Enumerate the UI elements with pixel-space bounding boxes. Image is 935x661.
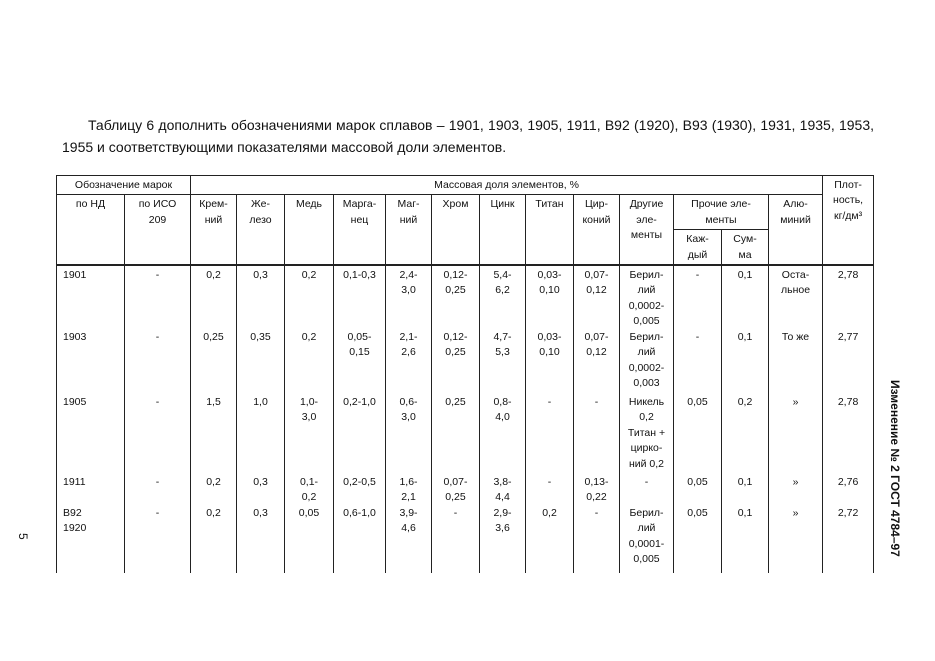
- titanium-header: Титан: [526, 195, 574, 265]
- cell-density: 2,76: [823, 475, 874, 506]
- cell-al: »: [769, 395, 823, 475]
- cell-iso: -: [125, 475, 191, 506]
- cell-mn: 0,2-0,5: [334, 475, 386, 506]
- header-row-1: [57, 176, 874, 195]
- cell-density: 2,78: [823, 395, 874, 475]
- cell-ti: 0,2: [526, 506, 574, 573]
- cell-zr: 0,13- 0,22: [574, 475, 620, 506]
- cell-nd: 1905: [57, 395, 125, 475]
- cell-iso: -: [125, 506, 191, 573]
- cell-mg: 3,9- 4,6: [386, 506, 432, 573]
- cell-iso: -: [125, 395, 191, 475]
- cell-zr: -: [574, 395, 620, 475]
- cell-zn: 0,8- 4,0: [480, 395, 526, 475]
- cell-fe: 1,0: [237, 395, 285, 475]
- table-row: [57, 265, 874, 330]
- cell-sum: 0,1: [722, 265, 769, 330]
- cell-ti: 0,03- 0,10: [526, 330, 574, 395]
- cell-cr: 0,12- 0,25: [432, 265, 480, 330]
- iron-header: Же- лезо: [237, 195, 285, 265]
- cell-al: То же: [769, 330, 823, 395]
- cell-sum: 0,2: [722, 395, 769, 475]
- cell-each: -: [674, 330, 722, 395]
- cell-iso: -: [125, 265, 191, 330]
- intro-paragraph: [62, 114, 874, 158]
- cell-mg: 1,6- 2,1: [386, 475, 432, 506]
- intro-text: Таблицу 6 дополнить обозначениями марок сплавов – 1901, 1903, 1905, 1911, В92 (1920), В93 (1930), 1931, 1935, 1953, 1955 и соответствующими показателями массовой доли элементов.: [62, 117, 874, 155]
- po-nd-header: по НД: [57, 195, 125, 265]
- zirconium-header: Цир- коний: [574, 195, 620, 265]
- cell-fe: 0,35: [237, 330, 285, 395]
- cell-sum: 0,1: [722, 330, 769, 395]
- cell-cr: -: [432, 506, 480, 573]
- cell-mg: 0,6- 3,0: [386, 395, 432, 475]
- cell-cu: 0,2: [285, 265, 334, 330]
- cell-nd: 1903: [57, 330, 125, 395]
- cell-mg: 2,1- 2,6: [386, 330, 432, 395]
- cell-si: 1,5: [191, 395, 237, 475]
- cell-sum: 0,1: [722, 475, 769, 506]
- cell-si: 0,25: [191, 330, 237, 395]
- alloy-composition-table: [56, 175, 874, 573]
- cell-si: 0,2: [191, 506, 237, 573]
- po-iso-header: по ИСО 209: [125, 195, 191, 265]
- cell-zn: 3,8- 4,4: [480, 475, 526, 506]
- cell-zr: -: [574, 506, 620, 573]
- table-row: [57, 395, 874, 475]
- cell-each: 0,05: [674, 475, 722, 506]
- page-number: 5: [16, 533, 30, 540]
- cell-each: 0,05: [674, 506, 722, 573]
- cell-si: 0,2: [191, 265, 237, 330]
- manganese-header: Марга- нец: [334, 195, 386, 265]
- cell-fe: 0,3: [237, 506, 285, 573]
- cell-fe: 0,3: [237, 475, 285, 506]
- cell-al: »: [769, 475, 823, 506]
- cell-other: Никель 0,2 Титан + цирко- ний 0,2: [620, 395, 674, 475]
- cell-si: 0,2: [191, 475, 237, 506]
- cell-nd: 1901: [57, 265, 125, 330]
- cell-sum: 0,1: [722, 506, 769, 573]
- cell-cu: 0,05: [285, 506, 334, 573]
- cell-zr: 0,07- 0,12: [574, 265, 620, 330]
- cell-ti: -: [526, 395, 574, 475]
- cell-mn: 0,05- 0,15: [334, 330, 386, 395]
- cell-other: -: [620, 475, 674, 506]
- cell-other: Берил- лий 0,0002- 0,005: [620, 265, 674, 330]
- table-row: [57, 475, 874, 506]
- cell-other: Берил- лий 0,0001- 0,005: [620, 506, 674, 573]
- cell-density: 2,78: [823, 265, 874, 330]
- cell-density: 2,72: [823, 506, 874, 573]
- designation-header: Обозначение марок: [57, 176, 191, 195]
- cell-ti: 0,03- 0,10: [526, 265, 574, 330]
- magnesium-header: Маг- ний: [386, 195, 432, 265]
- document-sidebar-label: Изменение № 2 ГОСТ 4784–97: [888, 380, 902, 557]
- cell-mn: 0,1-0,3: [334, 265, 386, 330]
- header-row-2: [57, 195, 874, 230]
- cell-mn: 0,2-1,0: [334, 395, 386, 475]
- aluminium-header: Алю- миний: [769, 195, 823, 265]
- silicon-header: Крем- ний: [191, 195, 237, 265]
- cell-al: »: [769, 506, 823, 573]
- cell-zn: 5,4- 6,2: [480, 265, 526, 330]
- cell-al: Оста- льное: [769, 265, 823, 330]
- cell-mg: 2,4- 3,0: [386, 265, 432, 330]
- cell-zn: 4,7- 5,3: [480, 330, 526, 395]
- zinc-header: Цинк: [480, 195, 526, 265]
- cell-mn: 0,6-1,0: [334, 506, 386, 573]
- cell-iso: -: [125, 330, 191, 395]
- cell-each: -: [674, 265, 722, 330]
- table-row: [57, 330, 874, 395]
- density-header: Плот- ность, кг/дм³: [823, 176, 874, 266]
- table-row: [57, 506, 874, 573]
- each-header: Каж- дый: [674, 230, 722, 265]
- other-elements-header: Другие эле- менты: [620, 195, 674, 265]
- cell-cr: 0,25: [432, 395, 480, 475]
- copper-header: Медь: [285, 195, 334, 265]
- cell-each: 0,05: [674, 395, 722, 475]
- cell-nd: В92 1920: [57, 506, 125, 573]
- others-header: Прочие эле- менты: [674, 195, 769, 230]
- cell-other: Берил- лий 0,0002- 0,003: [620, 330, 674, 395]
- cell-cr: 0,07- 0,25: [432, 475, 480, 506]
- cell-ti: -: [526, 475, 574, 506]
- sum-header: Сум- ма: [722, 230, 769, 265]
- cell-cu: 0,2: [285, 330, 334, 395]
- cell-density: 2,77: [823, 330, 874, 395]
- chromium-header: Хром: [432, 195, 480, 265]
- cell-fe: 0,3: [237, 265, 285, 330]
- cell-cu: 0,1- 0,2: [285, 475, 334, 506]
- cell-nd: 1911: [57, 475, 125, 506]
- mass-fraction-header: Массовая доля элементов, %: [191, 176, 823, 195]
- cell-cr: 0,12- 0,25: [432, 330, 480, 395]
- cell-cu: 1,0- 3,0: [285, 395, 334, 475]
- cell-zr: 0,07- 0,12: [574, 330, 620, 395]
- cell-zn: 2,9- 3,6: [480, 506, 526, 573]
